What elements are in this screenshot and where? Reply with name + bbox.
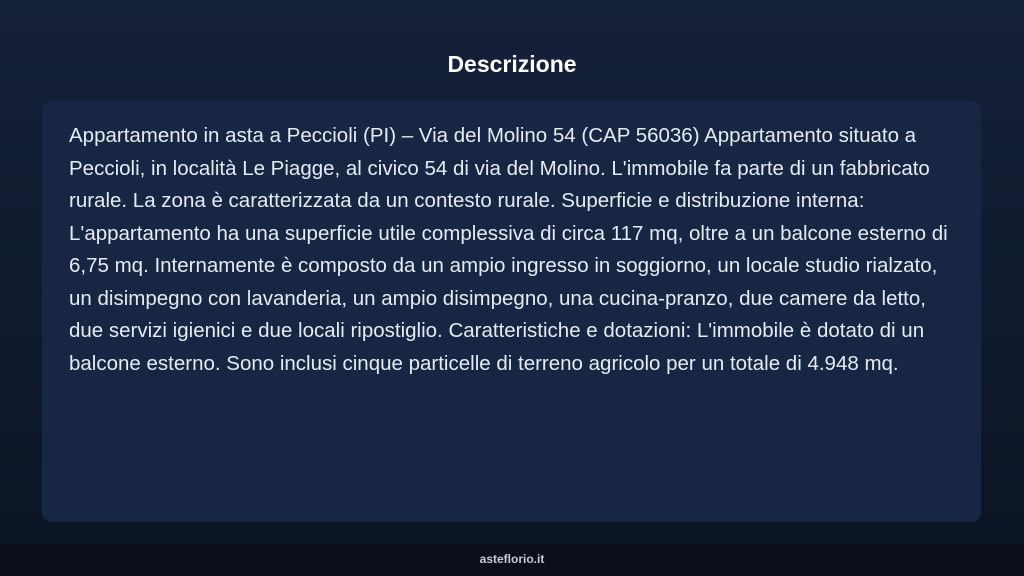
footer-brand: asteflorio.it bbox=[479, 552, 545, 566]
description-card bbox=[42, 101, 981, 522]
description-text: Appartamento in asta a Peccioli (PI) – Via del Molino 54 (CAP 56036) Appartamento situato a Peccioli, in località Le Piagge, al civico 54 di via del Molino. L'immobile fa parte di un fabbricato rurale. La zona è caratterizzata da un contesto rurale. Superficie e distribuzione interna: L'appartamento ha una superficie utile complessiva di circa 117 mq, oltre a un balcone esterno di 6,75 mq. Internamente è composto da un ampio ingresso in soggiorno, un locale studio rialzato, un disimpegno con lavanderia, un ampio disimpegno, una cucina-pranzo, due camere da letto, due servizi igienici e due locali ripostiglio. Caratteristiche e dotazioni: L'immobile è dotato di un balcone esterno. Sono inclusi cinque particelle di terreno agricolo per un totale di 4.948 mq. bbox=[69, 124, 948, 375]
footer-bar bbox=[0, 543, 1024, 576]
section-title: Descrizione bbox=[447, 51, 577, 77]
